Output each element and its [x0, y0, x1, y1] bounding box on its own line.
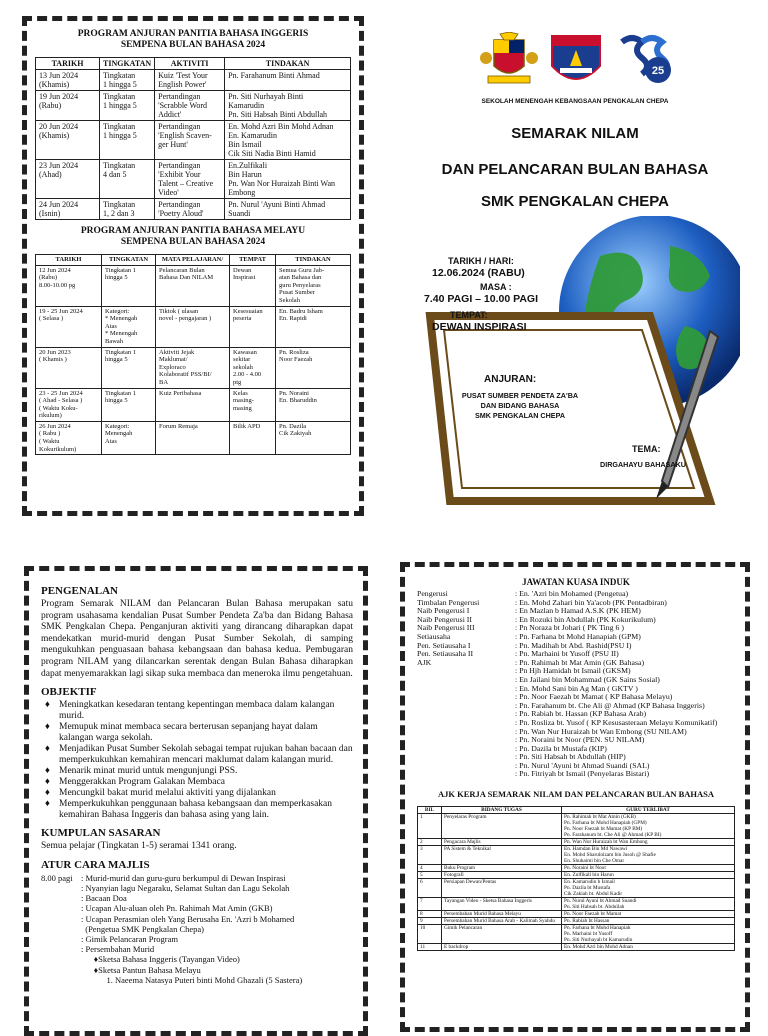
malaysia-crest-icon — [480, 32, 538, 88]
schedule-time — [41, 965, 81, 975]
table-cell: Tayangan Video - Sketsa Bahasa Inggeris — [442, 898, 562, 911]
table-cell: 13 Jun 2024 (Khamis) — [36, 70, 100, 91]
table-cell: Kesesuaian peserta — [230, 306, 276, 347]
org-line3: SMK PENGKALAN CHEPA — [474, 411, 566, 420]
ajk-role: Naib Pengerusi III — [417, 623, 475, 633]
ajk-name: : Pn. Farhana bt Mohd Hanapiah (GPM) — [515, 631, 641, 641]
table-cell: En. Zulfikali bin Harun — [562, 872, 735, 879]
ajk-role — [417, 710, 515, 719]
table-row — [418, 898, 735, 911]
schedule-row — [41, 934, 353, 944]
table-cell: 19 Jun 2024 (Rabu) — [36, 91, 100, 121]
ajk-kerja-title: AJK KERJA SEMARAK NILAM DAN PELANCARAN BULAN BAHASA — [437, 789, 715, 800]
table-cell: En. Badru Isham En. Rapidi — [276, 306, 351, 347]
table-row — [36, 70, 351, 91]
table-cell: PA Sistem & Teknikal — [442, 846, 562, 865]
table-cell: Buku Program — [442, 865, 562, 872]
inggeris-title: PROGRAM ANJURAN PANITIA BAHASA INGGERIS — [77, 29, 309, 39]
ajk-name: : En. 'Azri bin Mohamed (Pengetua) — [515, 589, 629, 598]
ajk-name: : Pn. Siti Habsah bt Abdullah (HIP) — [515, 752, 626, 762]
objektif-item: ♦ Meningkatkan kesedaran tentang kepentingan membaca dalam kalangan murid. — [45, 700, 335, 722]
schedule-item: : Ucapan Perasmian oleh Yang Berusaha En. 'Azri b Mohamed — [81, 913, 295, 924]
venue-value: DEWAN INSPIRASI — [432, 321, 527, 333]
table-cell: Kelas masing- masing — [230, 388, 276, 421]
schedule-item: : Bacaan Doa — [81, 893, 127, 904]
melayu-subtitle: SEMPENA BULAN BAHASA 2024 — [120, 237, 266, 247]
table-cell: Pn. Noor Faezah bt Mamat — [562, 911, 735, 918]
table-cell: Pn. Nurul 'Ayuni Binti Ahmad Suandi — [225, 199, 351, 220]
schedule-row — [41, 883, 353, 893]
table-cell: E backdrop — [442, 944, 562, 951]
table-row — [36, 306, 351, 347]
schedule-time — [41, 934, 81, 944]
table-cell: Pn. Rahimah bt Mat Amin (GKB) Pn. Farhana bt Mohd Hanapiah (GPM) Pn. Noor Faezah bt Mamat (KP BM) Pn. Farahanum bt. Che Ali @ Ahmad (KP BI) — [562, 814, 735, 839]
schedule-time — [41, 914, 81, 924]
schedule-item: ♦Sketsa Bahasa Inggeris (Tayangan Video) — [81, 954, 240, 965]
ajk-name: : Pn. Wan Nur Huraizah bt Wan Embong (SU NILAM) — [515, 726, 687, 736]
panel-committee — [400, 562, 750, 1032]
melayu-table-header: TEMPAT — [230, 255, 276, 266]
table-cell: Tingkatan 4 dan 5 — [100, 160, 155, 199]
ajk-name: : Pn. Noraini bt Noor (PEN. SU NILAM) — [515, 735, 645, 745]
table-cell: Persembahan Murid Bahasa Arab - Kalimah Syahdu — [442, 918, 562, 925]
table-cell: 7 — [418, 898, 442, 911]
table-row — [418, 944, 735, 951]
table-cell: Pn. Nurul Ayuni bt Ahmad Suandi Pn. Siti Habsah bt. Abdullah — [562, 898, 735, 911]
table-cell: 19 - 25 Jun 2024 ( Selasa ) — [36, 306, 102, 347]
inggeris-table-header: AKTIVITI — [155, 58, 225, 70]
table-row — [36, 388, 351, 421]
schedule-row — [41, 954, 353, 964]
time-label: MASA : — [480, 282, 512, 292]
ajk-induk-title: JAWATAN KUASA INDUK — [522, 577, 630, 587]
ajk-role: Naib Pengerusi II — [417, 614, 472, 624]
ajk-name: : En Jailani bin Mohammad (GK Sains Sosial) — [515, 674, 660, 684]
table-row — [418, 814, 735, 839]
table-cell: Semua Guru Jab- atan Bahasa dan guru Penyelaras Pusat Sumber Sekolah — [276, 265, 351, 306]
inggeris-table — [35, 57, 351, 220]
schedule-item: : Persembahan Murid — [81, 944, 155, 955]
schedule-item: : Nyanyian lagu Negaraku, Selamat Sultan dan Lagu Sekolah — [81, 882, 290, 893]
table-cell: Kuiz Peribahasa — [156, 388, 230, 421]
table-row — [36, 347, 351, 388]
table-row — [36, 265, 351, 306]
venue-label: TEMPAT: — [450, 310, 488, 320]
table-cell: 8 — [418, 911, 442, 918]
ajk-role — [417, 762, 515, 771]
table-cell: Pn. Dazila Cik Zakiyah — [276, 421, 351, 454]
table-cell: Tingkatan 1 hingga 5 — [100, 121, 155, 160]
table-cell: Kategori: Menengah Atas — [102, 421, 156, 454]
table-row — [36, 160, 351, 199]
table-cell: Kategori: * Menengah Atas * Menengah Bawah — [102, 306, 156, 347]
ajk-name: : En. Mohd Sani bin Ag Man ( GKTV ) — [515, 683, 638, 693]
schedule-time — [41, 924, 81, 934]
table-cell: 24 Jun 2024 (Isnin) — [36, 199, 100, 220]
table-cell: En. Kamarudin b Ismail Pn. Dazila bt Mustafa Cik Zakiah bt. Abdul Kadir — [562, 879, 735, 898]
melayu-table-header: TINDAKAN — [276, 255, 351, 266]
table-cell: 10 — [418, 925, 442, 944]
melayu-table-header: TINGKATAN — [102, 255, 156, 266]
table-cell: Pertandingan 'English Scaven- ger Hunt' — [155, 121, 225, 160]
table-cell: En. Hamdan Bin Md Nawawi En. Mohd Sharulnizam bin Jusoh @ Shafie En. Shuhaimi bin Che Omar — [562, 846, 735, 865]
ajk-role: Timbalan Pengerusi — [417, 597, 480, 607]
date-label: TARIKH / HARI: — [448, 256, 514, 266]
schedule-item: : Murid-murid dan guru-guru berkumpul di Dewan Inspirasi — [81, 872, 286, 883]
table-row — [36, 199, 351, 220]
inggeris-table-header: TINGKATAN — [100, 58, 155, 70]
table-cell: Pn. Farhana bt Mohd Hanapiah Pn. Marhaini bt Yusoff Pn. Siti Nurhayah bt Kamarudin — [562, 925, 735, 944]
table-cell: Pn. Rabiah bt Hassan — [562, 918, 735, 925]
table-cell: 4 — [418, 865, 442, 872]
table-cell: Pertandingan 'Scrabble Word Addict' — [155, 91, 225, 121]
schedule-item: ♦Sketsa Pantun Bahasa Melayu — [81, 964, 201, 975]
schedule-time: 8.00 pagi — [41, 872, 73, 883]
table-cell: 6 — [418, 879, 442, 898]
ajk-name: : Pn. Noor Faezah bt Mamat ( KP Bahasa Melayu) — [515, 692, 673, 702]
table-cell: Pn. Wan Nur Huraizah bt Wan Embong — [562, 839, 735, 846]
ajk-name: : Pn. Madihah bt Abd. Rashid(PSU I) — [515, 640, 632, 650]
ajk-role — [417, 745, 515, 754]
ajk-role — [417, 676, 515, 685]
schedule-time — [41, 944, 81, 954]
ajk-role — [417, 667, 515, 676]
ajk-role: Setiausaha — [417, 631, 451, 641]
table-cell: Tingkatan 1 hingga 5 — [100, 70, 155, 91]
ajk-role — [417, 685, 515, 694]
table-cell: Persembahan Murid Bahasa Melayu — [442, 911, 562, 918]
table-cell: Pertandingan 'Poetry Aloud' — [155, 199, 225, 220]
table-cell: Pn. Rosliza Noor Faezah — [276, 347, 351, 388]
table-row — [36, 421, 351, 454]
schedule-row — [41, 975, 353, 985]
table-cell: Bilik APD — [230, 421, 276, 454]
sasaran-title: KUMPULAN SASARAN — [41, 827, 161, 840]
table-cell: Penyelaras Program — [442, 814, 562, 839]
objektif-title: OBJEKTIF — [41, 686, 97, 699]
schedule-time — [41, 903, 81, 913]
inggeris-subtitle: SEMPENA BULAN BAHASA 2024 — [120, 40, 266, 50]
schedule-time — [41, 954, 81, 964]
objektif-item: ♦ Menjadikan Pusat Sumber Sekolah sebagai tempat rujukan bahan bacaan dan memperkukuhkan kemahiran mencari maklumat dalam kalangan murid. — [45, 744, 353, 766]
schedule-item: : Ucapan Alu-aluan oleh Pn. Rahimah Mat Amin (GKB) — [81, 903, 273, 914]
ajk-role — [417, 736, 515, 745]
melayu-table-header: MATA PELAJARAN/ — [156, 255, 230, 266]
table-cell: 9 — [418, 918, 442, 925]
ajk-name: : Pn Hjh Hamidah bt Ismail (GKSM) — [515, 666, 631, 676]
table-cell: Pengacara Majlis — [442, 839, 562, 846]
ajk-role — [417, 770, 515, 779]
ajk-role: Pen. Setiausaha II — [417, 649, 474, 659]
ajk-name: : En Rozuki bin Abdullah (PK Kokurikulum) — [515, 614, 656, 624]
ajk-kerja-table — [417, 806, 735, 951]
table-cell: En. Mohd Azri bin Mohd Adnan — [562, 944, 735, 951]
objektif-item: ♦ Memperkukuhkan penggunaan bahasa kebangsaan dan memperkasakan kemahiran Bahasa Inggeris dan bahasa asing yang lain. — [45, 799, 333, 821]
schedule-row — [41, 914, 353, 924]
ajk-role — [417, 702, 515, 711]
table-cell: 5 — [418, 872, 442, 879]
ajk-name: : Pn. Nurul 'Ayuni bt Ahmad Suandi (SAL) — [515, 760, 650, 770]
ajk-name: : En Mazlan b Hamad A.S.K (PK HEM) — [515, 606, 641, 616]
cover-line1: SEMARAK NILAM — [511, 125, 639, 142]
table-cell: 23 Jun 2024 (Ahad) — [36, 160, 100, 199]
table-cell: Pn. Noraini bt Noor — [562, 865, 735, 872]
table-row — [418, 879, 735, 898]
schedule-time — [41, 893, 81, 903]
schedule-row — [41, 873, 353, 883]
sasaran-text: Semua pelajar (Tingkatan 1-5) seramai 1341 orang. — [41, 841, 237, 852]
schedule-time — [41, 975, 81, 985]
ajk-row — [417, 770, 735, 779]
table-cell: Tingkatan 1, 2 dan 3 — [100, 199, 155, 220]
schedule-row — [41, 965, 353, 975]
table-cell: Pertandingan 'Exhibit Your Talent – Creative Video' — [155, 160, 225, 199]
table-row — [418, 918, 735, 925]
table-cell: 23 - 25 Jun 2024 ( Ahad - Selasa ) ( Waktu Koku- rikulum) — [36, 388, 102, 421]
ajk-role — [417, 693, 515, 702]
table-cell: 11 — [418, 944, 442, 951]
ajk-name: : Pn. Rosliza bt. Yusof ( KP Kesusasteraan Melayu Komunikatif) — [515, 717, 718, 727]
table-row — [418, 872, 735, 879]
ajk_kerja-table-header: GURU TERLIBAT — [562, 807, 735, 814]
table-row — [36, 91, 351, 121]
pengenalan-title: PENGENALAN — [41, 585, 119, 597]
table-cell: Gimik Pelancaran — [442, 925, 562, 944]
school-name: SEKOLAH MENENGAH KEBANGSAAN PENGKALAN CHEPA — [481, 98, 669, 105]
objektif-item: ♦ Menggerakkan Program Galakan Membaca — [45, 777, 225, 788]
objektif-item: ♦ Memupuk minat membaca secara berterusan sepanjang hayat dalam kalangan warga sekolah. — [45, 722, 318, 744]
table-row — [418, 846, 735, 865]
schedule-item: 1. Naeema Natasya Puteri binti Mohd Ghazali (5 Sastera) — [81, 974, 303, 985]
table-cell: Kawasan sekitar sekolah 2.00 - 4.00 ptg — [230, 347, 276, 388]
table-cell: Forum Remaja — [156, 421, 230, 454]
ajk-name: : Pn. Rahimah bt Mat Amin (GK Bahasa) — [515, 657, 645, 667]
ajk-name: : En. Mohd Zahari bin Ya'acob (PK Pentadbiran) — [515, 597, 667, 607]
table-cell: Pelancaran Bulan Bahasa Dan NILAM — [156, 265, 230, 306]
table-cell: Pn. Farahanum Binti Ahmad — [225, 70, 351, 91]
table-cell: En.Zulfikali Bin Harun Pn. Wan Nor Huraizah Binti Wan Embong — [225, 160, 351, 199]
ajk-induk-list — [417, 590, 735, 779]
table-cell: Kuiz 'Test Your English Power' — [155, 70, 225, 91]
objektif-item: ♦ Mencungkil bakat murid melalui aktiviti yang dijalankan — [45, 788, 276, 799]
table-cell: Pn. Siti Nurhayah Binti Kamarudin Pn. Siti Habsah Binti Abdullah — [225, 91, 351, 121]
schedule-row — [41, 924, 353, 934]
table-cell: Tingkatan 1 hingga 5 — [100, 91, 155, 121]
ajk-role — [417, 728, 515, 737]
table-cell: 1 — [418, 814, 442, 839]
table-cell: Tingkatan 1 hingga 5 — [102, 265, 156, 306]
jubilee-logo-icon — [616, 32, 674, 88]
table-cell: En. Mohd Azri Bin Mohd Adnan En. Kamarudin Bin Ismail Cik Siti Nadia Binti Hamid — [225, 121, 351, 160]
schedule-row — [41, 903, 353, 913]
panel-intro — [24, 566, 368, 1036]
table-cell: Fotografi — [442, 872, 562, 879]
schedule-row — [41, 893, 353, 903]
org-label: ANJURAN: — [484, 374, 537, 385]
table-cell: 2 — [418, 839, 442, 846]
table-row — [36, 121, 351, 160]
table-cell: Aktiviti Jejak Maklumat/ Exploraco Kolaboratif PSS/BI/ BA — [156, 347, 230, 388]
cover — [400, 16, 750, 506]
ajk-role — [417, 719, 515, 728]
ajk-name: : Pn. Rabiah bt. Hassan (KP Bahasa Arab) — [515, 709, 647, 719]
ajk-role: Naib Pengerusi I — [417, 606, 470, 616]
table-cell: 20 Jun 2023 ( Khamis ) — [36, 347, 102, 388]
panel-programs — [22, 16, 364, 516]
logo-row — [480, 30, 680, 94]
jubilee-badge-text: 25 — [651, 65, 665, 77]
ajk-role: Pengerusi — [417, 589, 448, 598]
melayu-title: PROGRAM ANJURAN PANITIA BAHASA MELAYU — [80, 226, 306, 236]
date-value: 12.06.2024 (RABU) — [432, 267, 525, 279]
table-row — [418, 925, 735, 944]
ajk-role: AJK — [417, 657, 432, 667]
table-row — [418, 911, 735, 918]
objektif-item: ♦ Menarik minat murid untuk mengunjungi PSS. — [45, 766, 238, 777]
table-cell: Pn. Noraini En. Bharuddin — [276, 388, 351, 421]
table-cell: Tiktok ( ulasan novel - pengajaran ) — [156, 306, 230, 347]
table-cell: 3 — [418, 846, 442, 865]
melayu-table — [35, 254, 351, 455]
atur-list — [41, 873, 353, 985]
ajk-role: Pen. Setiausaha I — [417, 640, 471, 650]
table-cell: 12 Jun 2024 (Rabu) 8.00-10.00 pg — [36, 265, 102, 306]
ajk_kerja-table-header: BIL — [418, 807, 442, 814]
org-line2: DAN BIDANG BAHASA — [480, 401, 560, 410]
ajk-name: : Pn Noraza bt Johari ( PK Ting 6 ) — [515, 623, 624, 633]
cover-line3: SMK PENGKALAN CHEPA — [480, 193, 670, 210]
ajk_kerja-table-header: BIDANG TUGAS — [442, 807, 562, 814]
theme-label: TEMA: — [632, 444, 661, 454]
schedule-item: : Gimik Pelancaran Program — [81, 933, 179, 944]
table-cell: 26 Jun 2024 ( Rabu ) ( Waktu Kokurikulum) — [36, 421, 102, 454]
ajk-name: : Pn. Farahanum bt. Che Ali @ Ahmad (KP Bahasa Inggeris) — [515, 700, 705, 710]
table-row — [418, 865, 735, 872]
schedule-item: (Pengetua SMK Pengkalan Chepa) — [81, 923, 204, 934]
inggeris-table-header: TARIKH — [36, 58, 100, 70]
pengenalan-text: Program Semarak NILAM dan Pelancaran Bulan Bahasa merupakan satu program usahasama kendalian Pusat Sumber Pendeta Za'ba dan Bidang Bahasa SMK Pengkalan Chepa. Penganjuran aktiviti yang dirancang diharapkan dapat mendekatkan murid-murid dengan Pusat Sumber Sekolah, di samping mengukuhkan penguasaan bahasa kebangsaan dan bahasa kedua. Pembugaran program NILAM yang dilancarkan serentak dengan Bulan Bahasa diharapkan dapat menyemarakkan lagi sikap suka membaca dan meneroka ilmu pengetahuan. — [41, 599, 353, 679]
table-cell: Persiapan Dewan/Pentas — [442, 879, 562, 898]
atur-title: ATUR CARA MAJLIS — [41, 858, 150, 871]
objektif-list — [41, 700, 353, 821]
ajk-name: : Pn. Fitriyah bt Ismail (Penyelaras Bistari) — [515, 769, 650, 779]
inggeris-table-header: TINDAKAN — [225, 58, 351, 70]
table-row — [418, 839, 735, 846]
schedule-row — [41, 944, 353, 954]
table-cell: Tingkatan 1 hingga 5 — [102, 388, 156, 421]
cover-line2: DAN PELANCARAN BULAN BAHASA — [441, 161, 709, 178]
table-cell: Tingkatan 1 hingga 5 — [102, 347, 156, 388]
melayu-table-header: TARIKH — [36, 255, 102, 266]
school-crest-icon — [546, 32, 606, 90]
table-cell: 20 Jun 2024 (Khamis) — [36, 121, 100, 160]
org-line1: PUSAT SUMBER PENDETA ZA'BA — [461, 391, 579, 400]
time-value: 7.40 PAGI – 10.00 PAGI — [424, 293, 539, 305]
theme-value: DIRGAHAYU BAHASAKU — [600, 460, 686, 469]
ajk-name: : Pn. Dazila bt Mustafa (KIP) — [515, 743, 607, 753]
ajk-role — [417, 753, 515, 762]
table-cell: Dewan Inspirasi — [230, 265, 276, 306]
ajk-name: : Pn. Marhaini bt Yusoff (PSU II) — [515, 649, 619, 659]
schedule-time — [41, 883, 81, 893]
